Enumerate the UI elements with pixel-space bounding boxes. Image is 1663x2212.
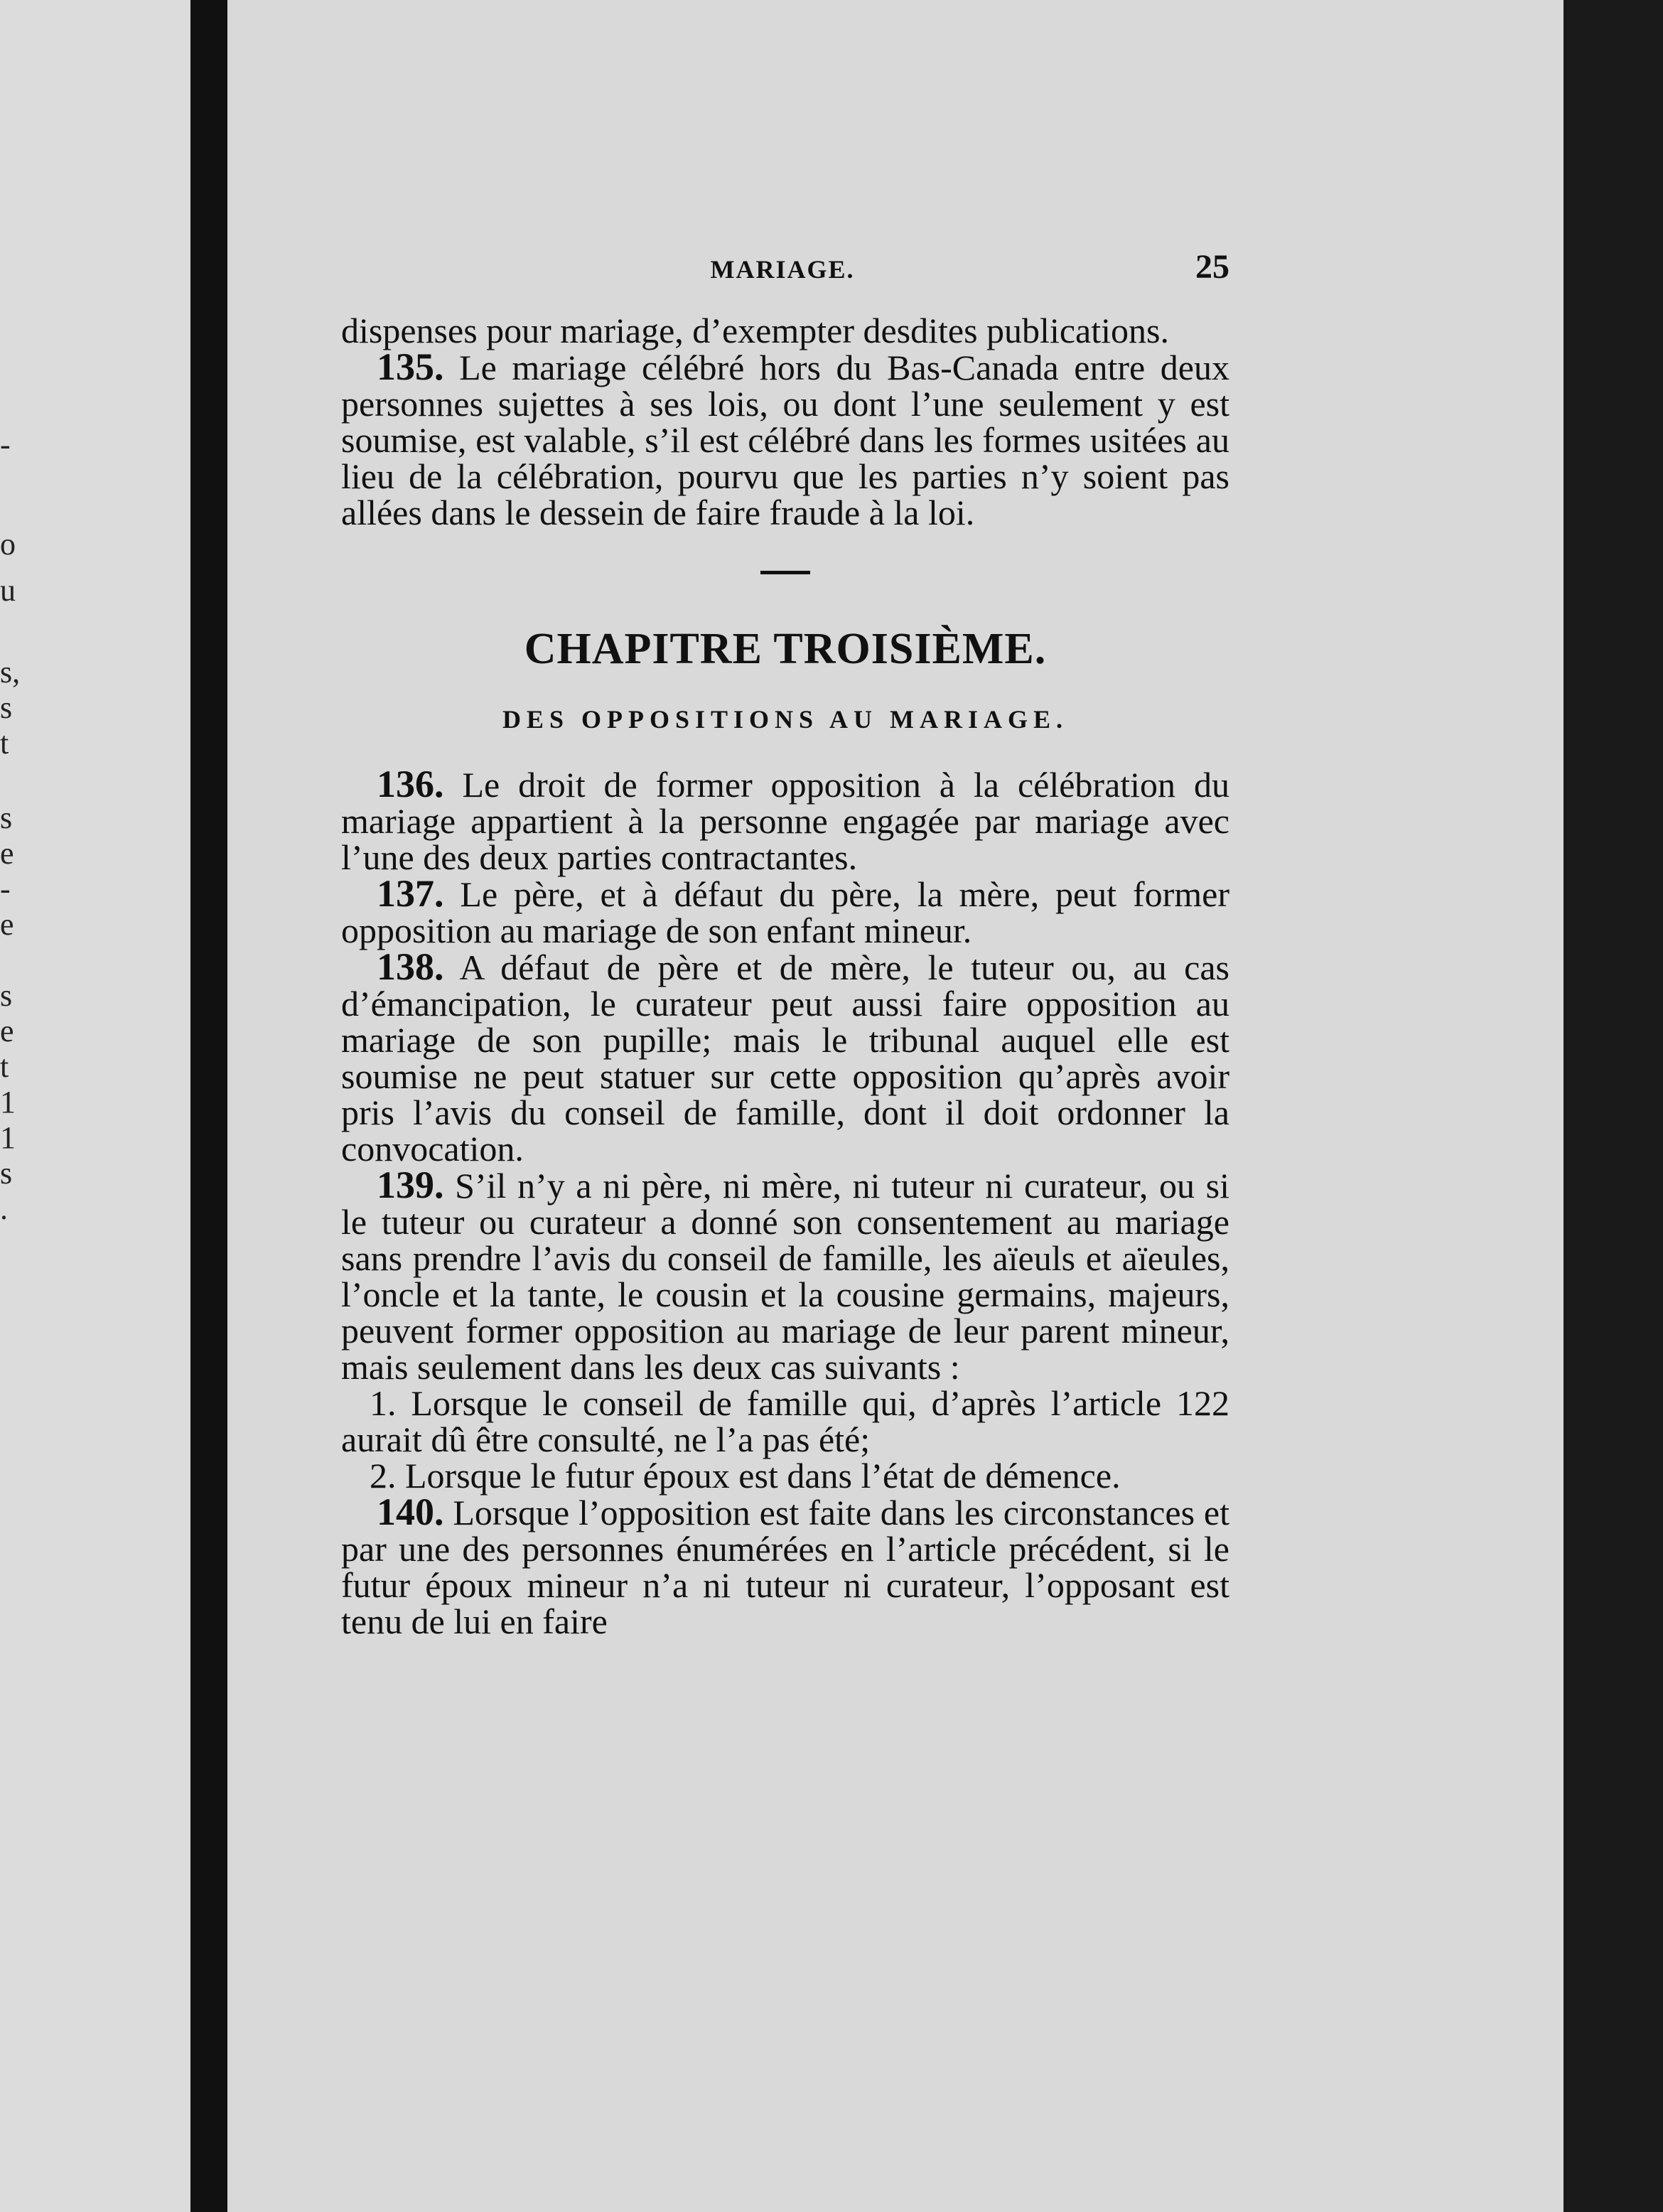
- book-gutter: [190, 0, 227, 2212]
- carryover-paragraph: dispenses pour mariage, d’exempter desdites publications.: [341, 311, 1169, 350]
- running-head: [341, 249, 1229, 313]
- left-margin-fragment: -: [0, 871, 11, 906]
- left-margin-fragment: e: [0, 836, 14, 871]
- article-136: [341, 763, 1230, 877]
- article-139: [341, 1164, 1230, 1387]
- left-margin-fragment: .: [0, 1191, 8, 1226]
- left-margin-fragment: s: [0, 800, 13, 835]
- article-number: 139.: [377, 1164, 444, 1206]
- article-text: Lorsque l’opposition est faite dans les circonstances et par une des personnes énumérées en l’article précédent, si le futur époux mineur n’a ni tuteur ni curateur, l’opposant est tenu de lui en faire: [341, 1493, 1230, 1641]
- article-text: A défaut de père et de mère, le tuteur ou, au cas d’émancipation, le curateur peut aussi faire opposition au mariage de son pupille; mais le tribunal auquel elle est soumise ne peut statuer sur cette opposition qu’après avoir pris l’avis du conseil de famille, dont il doit ordonner la convocation.: [341, 947, 1229, 1169]
- article-number: 135.: [377, 345, 444, 388]
- article-number: 136.: [377, 763, 444, 805]
- page-text-block: [341, 249, 1229, 1640]
- article-139-item-2: 2. Lorsque le futur époux est dans l’état de démence.: [370, 1456, 1121, 1496]
- article-138: [341, 945, 1229, 1169]
- article-text: Le droit de former opposition à la célébration du mariage appartient à la personne engagée par mariage avec l’une des deux parties contractantes.: [341, 765, 1230, 877]
- left-margin-fragment: t: [0, 726, 9, 761]
- chapter-subtitle: DES OPPOSITIONS AU MARIAGE.: [502, 705, 1069, 734]
- article-text: Le mariage célébré hors du Bas-Canada entre deux personnes sujettes à ses lois, ou dont l’une seulement y est soumise, est valable, s’il est célébré dans les formes usitées au lieu de la célébration, pourvu que les parties n’y soient pas allées dans le dessein de faire fraude à la loi.: [341, 348, 1229, 532]
- running-head-title: MARIAGE.: [710, 255, 855, 284]
- left-margin-fragment: -: [0, 427, 11, 462]
- left-margin-fragment: s: [0, 1156, 13, 1191]
- left-margin-fragment: o: [0, 527, 16, 562]
- article-text: S’il n’y a ni père, ni mère, ni tuteur ni curateur, ou si le tuteur ou curateur a donné son consentement au mariage sans prendre l’avis du conseil de famille, les aïeuls et aïeules, l’oncle et la tante, le cousin et la cousine germains, majeurs, peuvent former opposition au mariage de leur parent mineur, mais seulement dans les deux cas suivants :: [341, 1166, 1230, 1387]
- article-137: [341, 872, 1230, 950]
- left-margin-fragment: e: [0, 907, 14, 942]
- article-140: [341, 1491, 1230, 1641]
- left-margin-fragment: 1: [0, 1120, 16, 1155]
- article-text: Le père, et à défaut du père, la mère, peut former opposition au mariage de son enfant mineur.: [341, 874, 1230, 950]
- left-margin-fragment: t: [0, 1049, 9, 1084]
- chapter-title: CHAPITRE TROISIÈME.: [524, 625, 1047, 673]
- article-number: 140.: [377, 1491, 444, 1533]
- left-margin-fragment: s: [0, 690, 13, 725]
- left-margin-fragment: 1: [0, 1085, 16, 1120]
- book-spine-edge: [1564, 0, 1663, 2212]
- article-number: 137.: [377, 872, 444, 915]
- article-139-item-1: 1. Lorsque le conseil de famille qui, d’après l’article 122 aurait dû être consulté, ne l’a pas été;: [341, 1383, 1229, 1459]
- left-page-edge: [0, 0, 190, 2212]
- page-number: 25: [1195, 248, 1229, 286]
- left-margin-fragment: s,: [0, 655, 21, 689]
- left-margin-fragment: e: [0, 1014, 14, 1048]
- article-number: 138.: [377, 945, 444, 988]
- left-margin-fragment: s: [0, 978, 13, 1013]
- section-divider-rule: [760, 571, 810, 574]
- article-135: [341, 345, 1229, 532]
- left-margin-fragment: u: [0, 573, 16, 608]
